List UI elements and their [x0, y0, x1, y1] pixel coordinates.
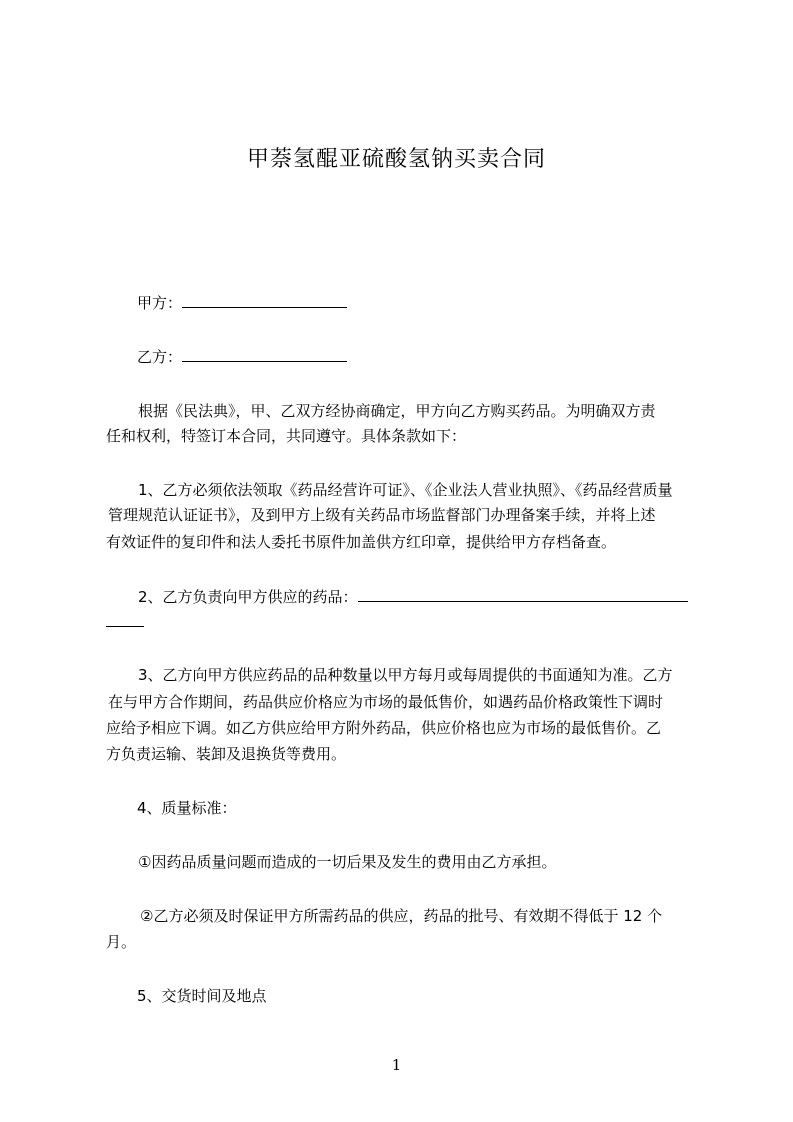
clause3-line-1: 3、乙方向甲方供应药品的品种数量以甲方每月或每周提供的书面通知为准。乙方	[138, 666, 673, 684]
clause2-blank-continuation	[106, 611, 144, 632]
clause3-line-4: 方负责运输、装卸及退换货等费用。	[106, 745, 347, 763]
clause1-line-1: 1、乙方必须依法领取《药品经营许可证》、《企业法人营业执照》、《药品经营质量	[138, 481, 673, 499]
page-number: 1	[391, 1056, 402, 1074]
clause4-item-2-line-2: 月。	[106, 933, 137, 951]
clause3-line-3: 应给予相应下调。如乙方供应给甲方附外药品，供应价格也应为市场的最低售价。乙	[106, 719, 662, 737]
party-b-blank[interactable]	[182, 346, 347, 362]
clause2-label: 2、乙方负责向甲方供应的药品：	[138, 588, 358, 606]
party-b-line	[137, 346, 347, 367]
clause1-line-2: 管理规范认证证书》，及到甲方上级有关药品市场监督部门办理备案手续，并将上述	[108, 506, 656, 524]
clause1-line-3: 有效证件的复印件和法人委托书原件加盖供方红印章，提供给甲方存档备查。	[106, 533, 617, 551]
intro-line-1: 根据《民法典》，甲、乙双方经协商确定，甲方向乙方购买药品。为明确双方责	[138, 402, 656, 420]
party-a-label: 甲方：	[137, 294, 183, 312]
clause2-blank[interactable]	[358, 586, 688, 602]
party-a-line	[137, 292, 347, 313]
clause4-item-2-line-1: ②乙方必须及时保证甲方所需药品的供应，药品的批号、有效期不得低于 12 个	[140, 907, 663, 925]
clause3-line-2: 在与甲方合作期间，药品供应价格应为市场的最低售价，如遇药品价格政策性下调时	[108, 693, 664, 711]
party-b-label: 乙方：	[137, 348, 183, 366]
document-title: 甲萘氢醌亚硫酸氢钠买卖合同	[246, 147, 546, 172]
clause2-blank-end[interactable]	[106, 611, 144, 627]
clause2-line	[138, 586, 688, 607]
clause4-heading: 4、质量标准：	[137, 799, 237, 817]
party-a-blank[interactable]	[182, 292, 347, 308]
intro-line-2: 任和权利，特签订本合同，共同遵守。具体条款如下：	[106, 427, 467, 445]
clause4-item-1: ①因药品质量问题而造成的一切后果及发生的费用由乙方承担。	[138, 853, 557, 871]
clause5-heading: 5、交货时间及地点	[137, 987, 267, 1005]
